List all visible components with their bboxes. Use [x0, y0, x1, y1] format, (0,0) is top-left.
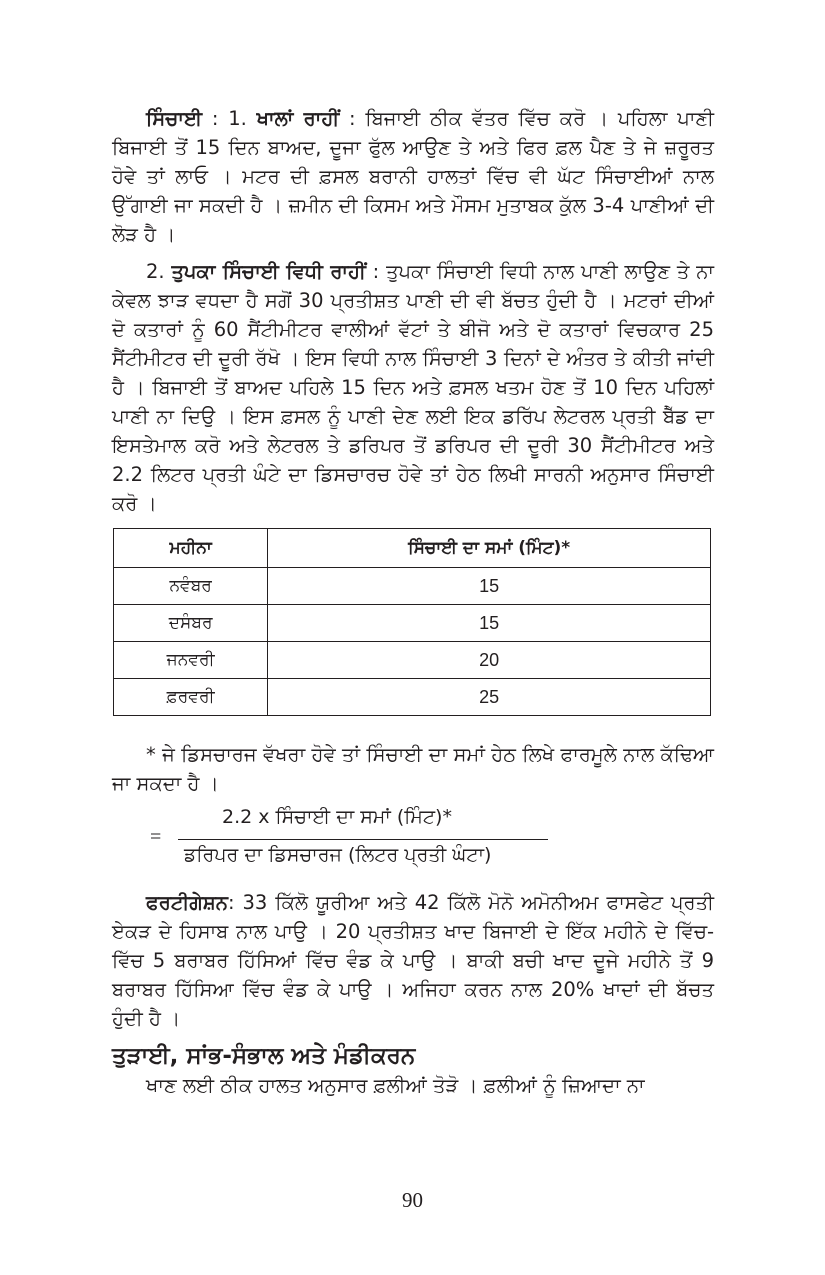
harvest-heading: ਤੁੜਾਈ, ਸਾਂਭ-ਸੰਭਾਲ ਅਤੇ ਮੰਡੀਕਰਨ	[112, 1043, 416, 1069]
table-row	[114, 679, 711, 716]
month-cell: ਨਵੰਬਰ	[114, 568, 268, 605]
table-header-row	[114, 529, 711, 568]
month-header: ਮਹੀਨਾ	[114, 529, 268, 568]
minutes-cell: 25	[268, 679, 711, 716]
drip-paragraph	[112, 257, 714, 518]
month-cell: ਦਸੰਬਰ	[114, 605, 268, 642]
drip-label: ਤੁਪਕਾ ਸਿੰਚਾਈ ਵਿਧੀ ਰਾਹੀਂ	[171, 260, 366, 283]
drip-number: 2.	[146, 260, 172, 283]
fertigation-text: : 33 ਕਿੱਲੋ ਯੂਰੀਆ ਅਤੇ 42 ਕਿੱਲੋ ਮੋਨੋ ਅਮੋਨੀਅਮ ਫਾਸਫੇਟ ਪ੍ਰਤੀ ਏਕੜ ਦੇ ਹਿਸਾਬ ਨਾਲ ਪਾਉ । 20 ਪ੍ਰਤੀਸ਼ਤ ਖਾਦ ਬਿਜਾਈ ਦੇ ਇੱਕ ਮਹੀਨੇ ਦੇ ਵਿੱਚ-ਵਿੱਚ 5 ਬਰਾਬਰ ਹਿੱਸਿਆਂ ਵਿੱਚ ਵੰਡ ਕੇ ਪਾਉ । ਬਾਕੀ ਬਚੀ ਖਾਦ ਦੂਜੇ ਮਹੀਨੇ ਤੋਂ 9 ਬਰਾਬਰ ਹਿੱਸਿਆ ਵਿੱਚ ਵੰਡ ਕੇ ਪਾਉ । ਅਜਿਹਾ ਕਰਨ ਨਾਲ 20% ਖਾਦਾਂ ਦੀ ਬੱਚਤ ਹੁੰਦੀ ਹੈ ।	[112, 891, 714, 1030]
irrigation-table	[113, 528, 711, 716]
furrow-label: ਖਾਲਾਂ ਰਾਹੀਂ	[256, 107, 340, 130]
discharge-formula	[112, 806, 714, 880]
month-cell: ਫ਼ਰਵਰੀ	[114, 679, 268, 716]
irrigation-paragraph	[112, 104, 714, 249]
formula-equals: =	[150, 826, 162, 848]
table-row	[114, 642, 711, 679]
irrigation-text: : ਬਿਜਾਈ ਠੀਕ ਵੱਤਰ ਵਿੱਚ ਕਰੋ । ਪਹਿਲਾ ਪਾਣੀ ਬਿਜਾਈ ਤੋਂ 15 ਦਿਨ ਬਾਅਦ, ਦੂਜਾ ਫੁੱਲ ਆਉਣ ਤੇ ਅਤੇ ਫਿਰ ਫ਼ਲ ਪੈਣ ਤੇ ਜੇ ਜ਼ਰੂਰਤ ਹੋਵੇ ਤਾਂ ਲਾਓ । ਮਟਰ ਦੀ ਫ਼ਸਲ ਬਰਾਨੀ ਹਾਲਤਾਂ ਵਿੱਚ ਵੀ ਘੱਟ ਸਿੰਚਾਈਆਂ ਨਾਲ ਉੱਗਾਈ ਜਾ ਸਕਦੀ ਹੈ । ਜ਼ਮੀਨ ਦੀ ਕਿਸਮ ਅਤੇ ਮੌਸਮ ਮੁਤਾਬਕ ਕੁੱਲ 3-4 ਪਾਣੀਆਂ ਦੀ ਲੋੜ ਹੈ ।	[112, 107, 714, 246]
minutes-cell: 15	[268, 605, 711, 642]
table-row	[114, 605, 711, 642]
fraction-bar	[178, 839, 548, 840]
minutes-cell: 20	[268, 642, 711, 679]
harvest-text: ਖਾਣ ਲਈ ਠੀਕ ਹਾਲਤ ਅਨੁਸਾਰ ਫ਼ਲੀਆਂ ਤੋੜੋ । ਫ਼ਲੀਆਂ ਨੂੰ ਜ਼ਿਆਦਾ ਨਾ	[146, 1074, 645, 1097]
month-cell: ਜਨਵਰੀ	[114, 642, 268, 679]
minutes-header: ਸਿੰਚਾਈ ਦਾ ਸਮਾਂ (ਮਿੰਟ)*	[268, 529, 711, 568]
page-number: 90	[402, 1188, 423, 1212]
irrigation-table-wrapper	[113, 528, 714, 716]
minutes-cell: 15	[268, 568, 711, 605]
table-row	[114, 568, 711, 605]
irrigation-separator: : 1.	[202, 107, 257, 130]
footnote: * ਜੇ ਡਿਸਚਾਰਜ ਵੱਖਰਾ ਹੋਵੇ ਤਾਂ ਸਿੰਚਾਈ ਦਾ ਸਮਾਂ ਹੇਠ ਲਿਖੇ ਫਾਰਮੂਲੇ ਨਾਲ ਕੱਢਿਆ ਜਾ ਸਕਦਾ ਹੈ ।	[112, 743, 714, 795]
fertigation-paragraph	[112, 888, 714, 1033]
formula-denominator: ਡਰਿਪਰ ਦਾ ਡਿਸਚਾਰਜ (ਲਿਟਰ ਪ੍ਰਤੀ ਘੰਟਾ)	[184, 844, 492, 866]
formula-numerator: 2.2 x ਸਿੰਚਾਈ ਦਾ ਸਮਾਂ (ਮਿੰਟ)*	[222, 806, 452, 828]
page-content	[112, 104, 714, 1100]
irrigation-label: ਸਿੰਚਾਈ	[146, 107, 203, 130]
fertigation-label: ਫਰਟੀਗੇਸ਼ਨ	[146, 891, 228, 914]
drip-text: : ਤੁਪਕਾ ਸਿੰਚਾਈ ਵਿਧੀ ਨਾਲ ਪਾਣੀ ਲਾਉਣ ਤੇ ਨਾ ਕੇਵਲ ਝਾੜ ਵਧਦਾ ਹੈ ਸਗੋਂ 30 ਪ੍ਰਤੀਸ਼ਤ ਪਾਣੀ ਦੀ ਵੀ ਬੱਚਤ ਹੁੰਦੀ ਹੈ । ਮਟਰਾਂ ਦੀਆਂ ਦੋ ਕਤਾਰਾਂ ਨੂੰ 60 ਸੈਂਟੀਮੀਟਰ ਵਾਲੀਆਂ ਵੱਟਾਂ ਤੇ ਬੀਜੋ ਅਤੇ ਦੋ ਕਤਾਰਾਂ ਵਿਚਕਾਰ 25 ਸੈਂਟੀਮੀਟਰ ਦੀ ਦੂਰੀ ਰੱਖੋ । ਇਸ ਵਿਧੀ ਨਾਲ ਸਿੰਚਾਈ 3 ਦਿਨਾਂ ਦੇ ਅੰਤਰ ਤੇ ਕੀਤੀ ਜਾਂਦੀ ਹੈ । ਬਿਜਾਈ ਤੋਂ ਬਾਅਦ ਪਹਿਲੇ 15 ਦਿਨ ਅਤੇ ਫ਼ਸਲ ਖਤਮ ਹੋਣ ਤੋਂ 10 ਦਿਨ ਪਹਿਲਾਂ ਪਾਣੀ ਨਾ ਦਿਉ । ਇਸ ਫ਼ਸਲ ਨੂੰ ਪਾਣੀ ਦੇਣ ਲਈ ਇਕ ਡਰਿੱਪ ਲੇਟਰਲ ਪ੍ਰਤੀ ਬੈੱਡ ਦਾ ਇਸਤੇਮਾਲ ਕਰੋ ਅਤੇ ਲੇਟਰਲ ਤੇ ਡਰਿਪਰ ਤੋਂ ਡਰਿਪਰ ਦੀ ਦੂਰੀ 30 ਸੈਂਟੀਮੀਟਰ ਅਤੇ 2.2 ਲਿਟਰ ਪ੍ਰਤੀ ਘੰਟੇ ਦਾ ਡਿਸਚਾਰਚ ਹੋਵੇ ਤਾਂ ਹੇਠ ਲਿਖੀ ਸਾਰਨੀ ਅਨੁਸਾਰ ਸਿੰਚਾਈ ਕਰੋ ।	[112, 260, 714, 515]
